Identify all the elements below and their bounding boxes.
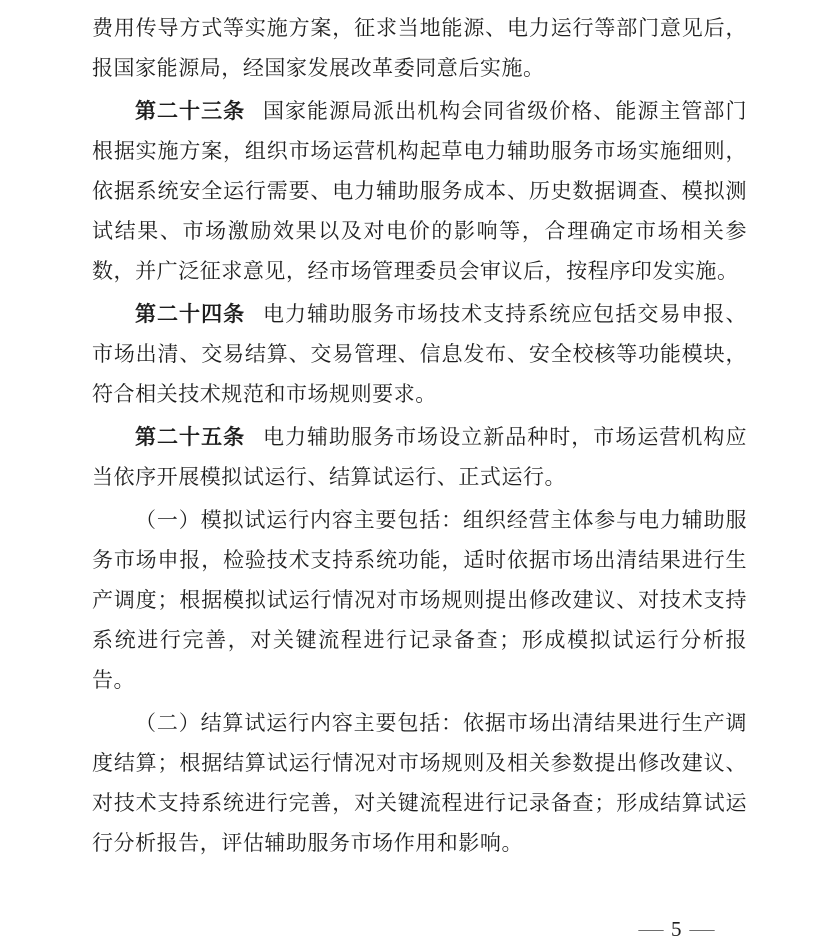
paragraph-text-article-24: 电力辅助服务市场技术支持系统应包括交易申报、市场出清、交易结算、交易管理、信息发布、安全校核等功能模块，符合相关技术规范和市场规则要求。: [92, 302, 747, 406]
paragraph-text-article-23: 国家能源局派出机构会同省级价格、能源主管部门根据实施方案，组织市场运营机构起草电力辅助服务市场实施细则，依据系统安全运行需要、电力辅助服务成本、历史数据调查、模拟测试结果、市场激励效果以及对电价的影响等，合理确定市场相关参数，并广泛征求意见，经市场管理委员会审议后，按程序印发实施。: [92, 99, 747, 283]
paragraph-article-25: [92, 417, 747, 497]
document-body: [92, 8, 747, 866]
paragraph-text-continuation: 费用传导方式等实施方案，征求当地能源、电力运行等部门意见后，报国家能源局，经国家发展改革委同意后实施。: [92, 16, 747, 80]
article-number-article-25: 第二十五条: [135, 425, 246, 449]
paragraph-text-item-2: （二）结算试运行内容主要包括：依据市场出清结果进行生产调度结算；根据结算试运行情况对市场规则及相关参数提出修改建议、对技术支持系统进行完善，对关键流程进行记录备查；形成结算试运行分析报告，评估辅助服务市场作用和影响。: [92, 711, 747, 855]
paragraph-text-article-25: 电力辅助服务市场设立新品种时，市场运营机构应当依序开展模拟试运行、结算试运行、正式运行。: [92, 425, 747, 489]
paragraph-continuation: [92, 8, 747, 88]
article-number-article-23: 第二十三条: [135, 99, 246, 123]
paragraph-item-2: [92, 703, 747, 863]
paragraph-text-item-1: （一）模拟试运行内容主要包括：组织经营主体参与电力辅助服务市场申报，检验技术支持系统功能，适时依据市场出清结果进行生产调度；根据模拟试运行情况对市场规则提出修改建议、对技术支持系统进行完善，对关键流程进行记录备查；形成模拟试运行分析报告。: [92, 508, 747, 692]
paragraph-article-23: [92, 91, 747, 291]
paragraph-article-24: [92, 294, 747, 414]
paragraph-item-1: [92, 500, 747, 700]
article-number-article-24: 第二十四条: [135, 302, 246, 326]
page-footer: [638, 912, 731, 946]
page-number: 5: [671, 916, 682, 941]
page-number-right-dash: —: [689, 917, 714, 940]
page-number-left-dash: —: [638, 917, 664, 940]
